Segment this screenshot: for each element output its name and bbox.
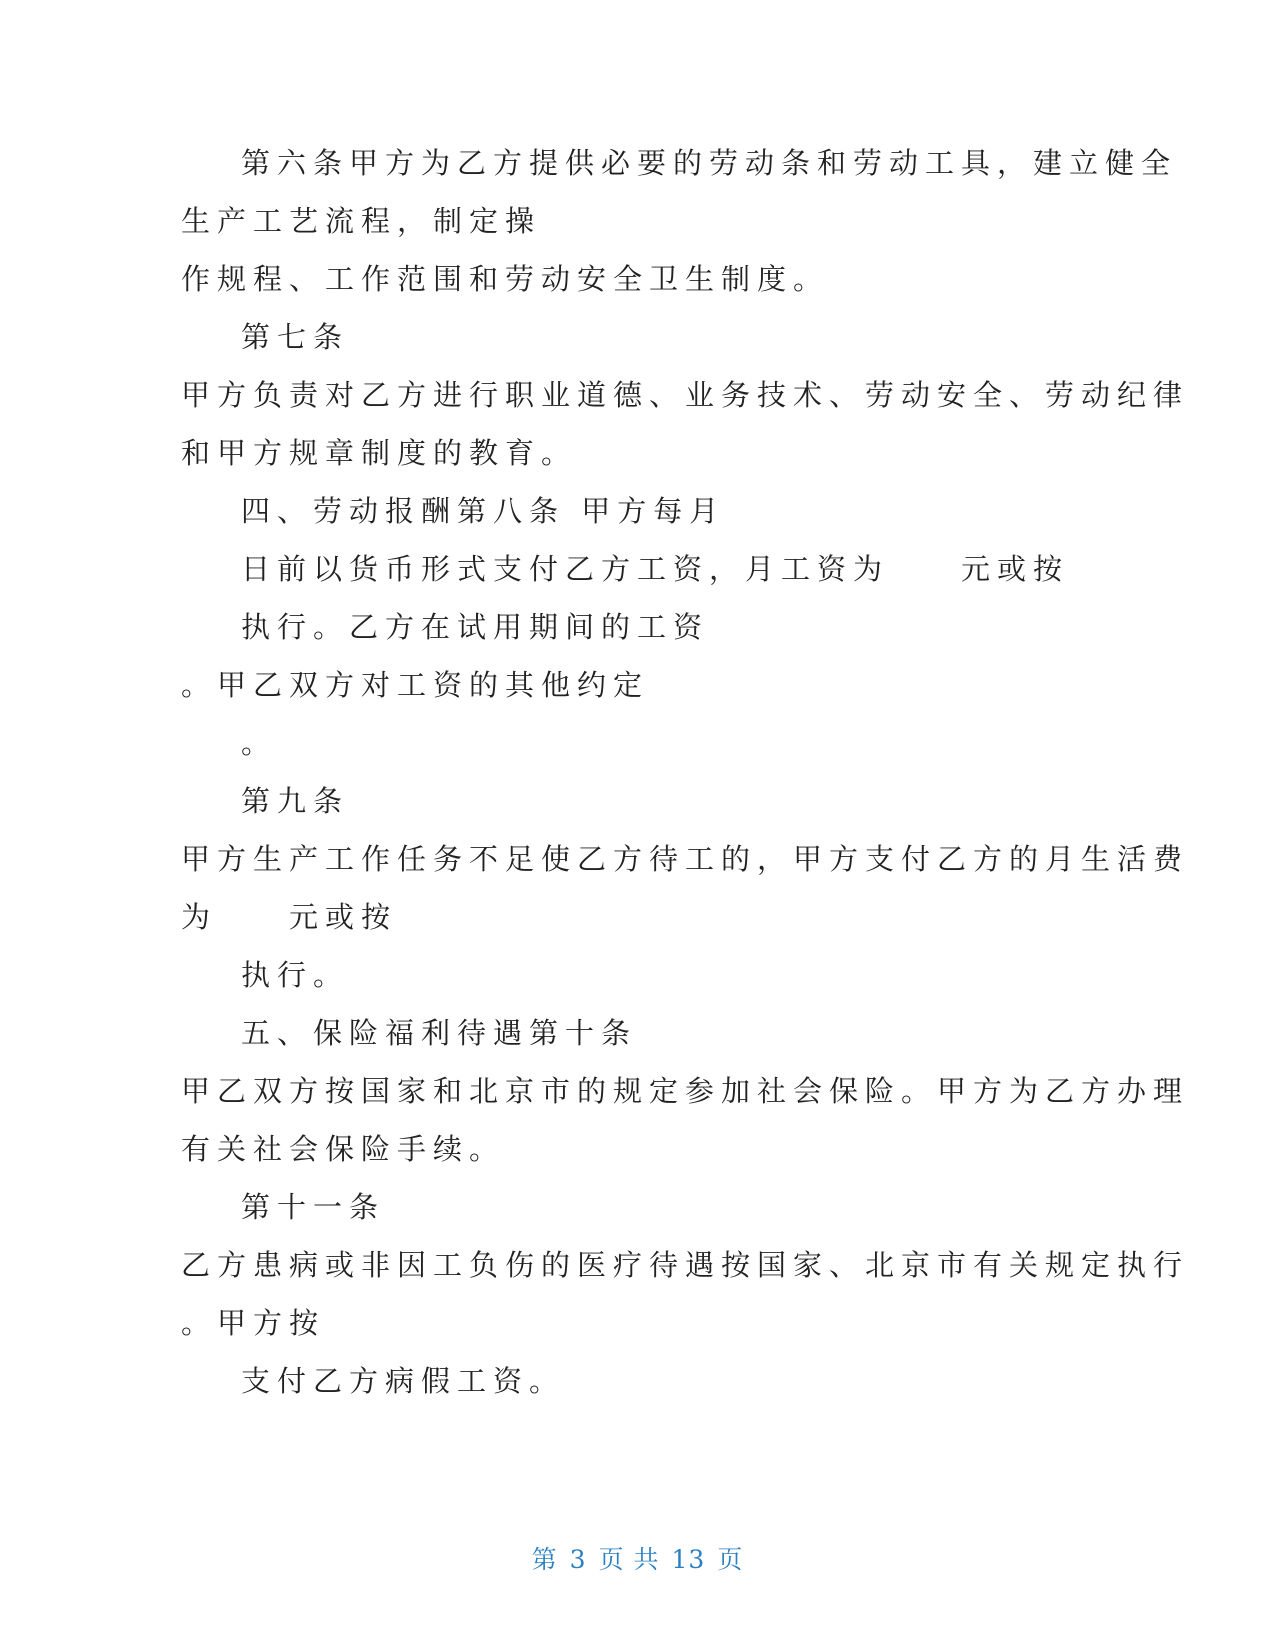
text-line: 第九条 (241, 784, 350, 818)
total-pages-number: 13 (671, 1545, 706, 1574)
text-line: 第十一条 (241, 1190, 386, 1224)
text-line: 为 元或按 (181, 900, 398, 934)
text-line: 生产工艺流程，制定操 (181, 204, 542, 238)
text-line: 作规程、工作范围和劳动安全卫生制度。 (181, 262, 830, 296)
text-line: 乙方患病或非因工负伤的医疗待遇按国家、北京市有关规定执行 (181, 1248, 1190, 1282)
page-label-suffix: 页 (717, 1545, 744, 1574)
text-line: 执行。 (241, 958, 350, 992)
text-line: 甲方负责对乙方进行职业道德、业务技术、劳动安全、劳动纪律 (181, 378, 1190, 412)
text-line: 甲乙双方按国家和北京市的规定参加社会保险。甲方为乙方办理 (181, 1074, 1190, 1108)
text-line: 。甲乙双方对工资的其他约定 (181, 668, 650, 702)
text-line: 。 (241, 726, 278, 760)
text-line: 日前以货币形式支付乙方工资，月工资为 元或按 (241, 552, 1070, 586)
current-page-number: 3 (569, 1545, 587, 1574)
text-line: 第七条 (241, 320, 350, 354)
text-line: 甲方生产工作任务不足使乙方待工的，甲方支付乙方的月生活费 (181, 842, 1190, 876)
text-line: 四、劳动报酬第八条 甲方每月 (241, 494, 726, 528)
text-line: 执行。乙方在试用期间的工资 (241, 610, 710, 644)
text-line: 和甲方规章制度的教育。 (181, 436, 578, 470)
text-line: 第六条甲方为乙方提供必要的劳动条和劳动工具，建立健全 (241, 146, 1178, 180)
text-line: 五、保险福利待遇第十条 (241, 1016, 638, 1050)
page-label-prefix: 第 (531, 1545, 558, 1574)
text-line: 。甲方按 (181, 1306, 326, 1340)
text-line: 有关社会保险手续。 (181, 1132, 506, 1166)
page-footer (0, 1540, 1275, 1576)
text-line: 支付乙方病假工资。 (241, 1364, 566, 1398)
page-label-mid: 页 共 (598, 1545, 660, 1574)
